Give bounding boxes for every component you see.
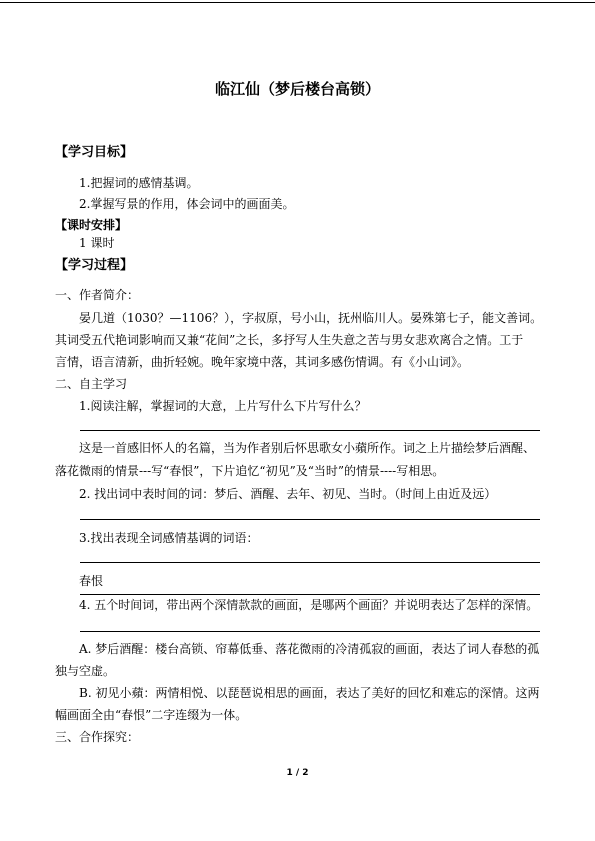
schedule-value: 1 课时 [79,236,115,250]
question-2: 2. 找出词中表时间的词：梦后、酒醒、去年、初见、当时。（时间上由近及远） [79,487,497,501]
process-heading: 【学习过程】 [55,258,134,273]
author-line-1: 晏几道（1030？—1106？），字叔原，号小山，抚州临川人。晏殊第七子，能文善词。 [79,311,543,325]
schedule-heading: 【课时安排】 [55,218,128,232]
answer-b-line-1: B. 初见小蘋：两情相悦、以琵琶说相思的画面，表达了美好的回忆和难忘的深情。这两 [79,686,540,700]
answer-line-3 [80,562,540,563]
document-title: 临江仙（梦后楼台高锁） [214,80,380,98]
goal-item-1: 1.把握词的感情基调。 [79,176,199,190]
question-1: 1.阅读注解，掌握词的大意，上片写什么下片写什么？ [79,399,367,413]
answer-line-1 [80,430,540,431]
section-cooperative-heading: 三、合作探究： [55,730,140,744]
answer-a-line-1: A. 梦后酒醒：楼台高锁、帘幕低垂、落花微雨的冷清孤寂的画面，表达了词人春愁的孤 [79,642,540,656]
author-line-3: 言情，语言清新，曲折轻婉。晚年家境中落，其词多感伤情调。有《小山词》。 [55,355,470,369]
question-4: 4. 五个时间词，带出两个深情款款的画面，是哪两个画面？并说明表达了怎样的深情。 [79,598,539,612]
answer-1-line-1: 这是一首感旧怀人的名篇，当为作者别后怀思歌女小蘋所作。词之上片描绘梦后酒醒、 [79,441,536,455]
answer-line-2 [80,519,540,520]
answer-3: 春恨 [79,574,104,588]
answer-1-line-2: 落花微雨的情景---写“春恨”，下片追忆“初见”及“当时”的情景----写相思。 [55,464,445,478]
section-author-heading: 一、作者简介： [55,288,140,302]
goal-item-2: 2.掌握写景的作用，体会词中的画面美。 [79,197,295,211]
section-self-study-heading: 二、自主学习 [55,377,128,391]
question-3: 3.找出表现全词感情基调的词语： [79,531,259,545]
goals-heading: 【学习目标】 [55,145,134,160]
page-top-rule [0,2,595,3]
page-number: 1 / 2 [286,768,309,778]
answer-line-3b [80,594,540,595]
answer-b-line-2: 幅画面全由“春恨”二字连缀为一体。 [55,708,248,722]
answer-line-4 [80,631,540,632]
answer-a-line-2: 独与空虚。 [55,664,116,678]
author-line-2: 其词受五代艳词影响而又兼“花间”之长，多抒写人生失意之苦与男女悲欢离合之情。工于 [55,333,524,347]
